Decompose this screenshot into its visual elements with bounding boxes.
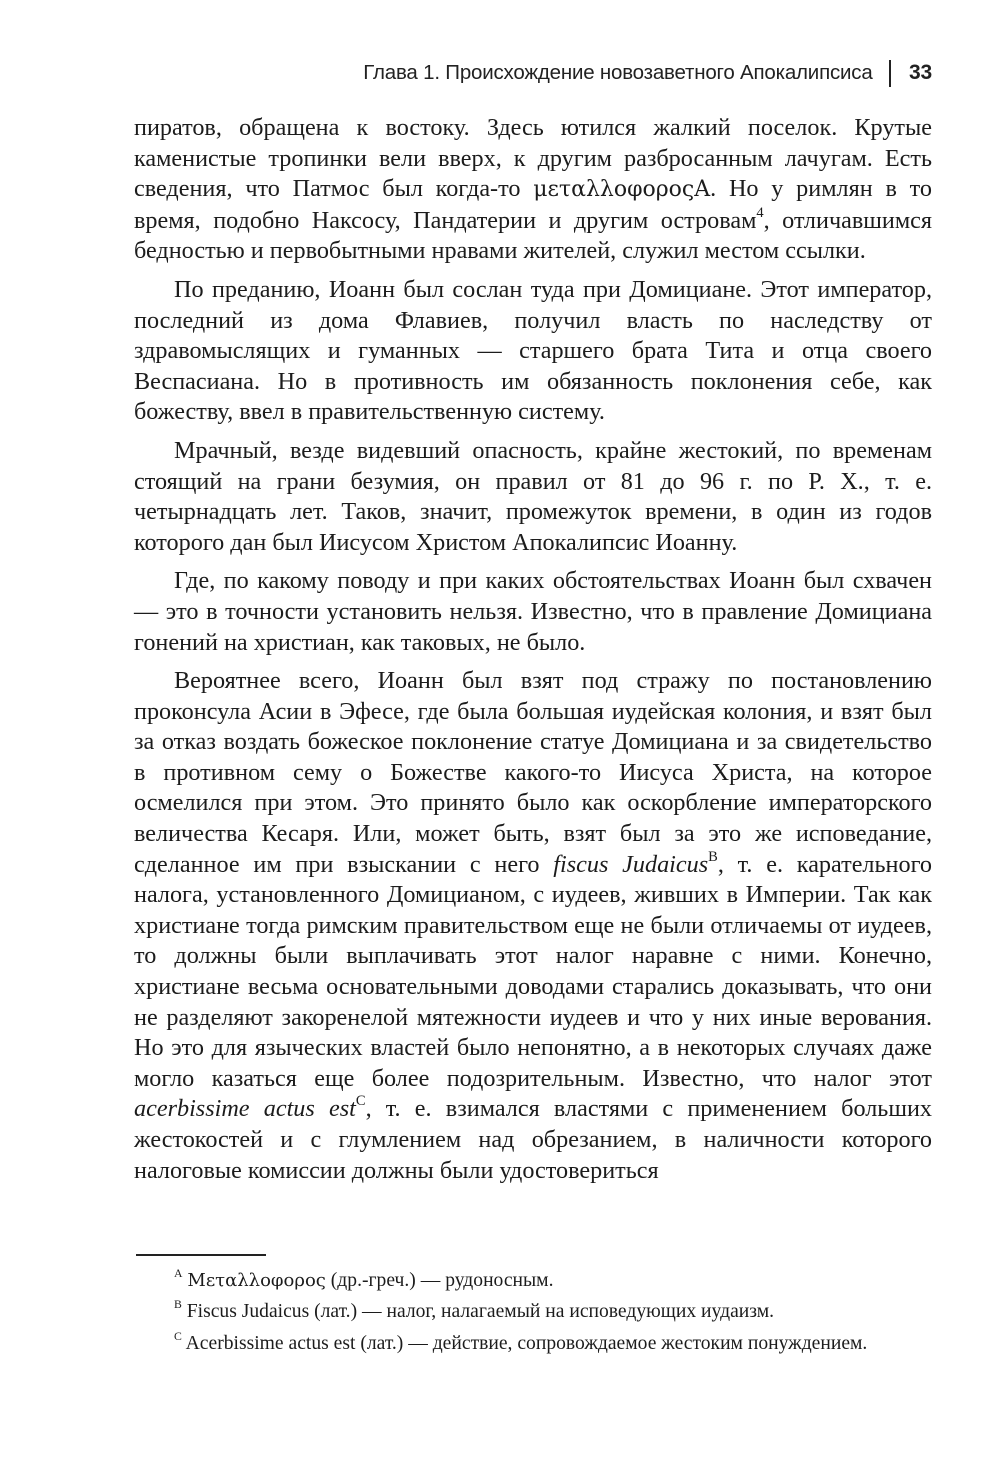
footnotes	[136, 1268, 932, 1362]
footnote-a: $^A$ Μεταλλοφορος (др.-греч.) — рудоносным.	[174, 1267, 554, 1291]
footnote-rule	[136, 1254, 266, 1256]
footnote-c: $^C$ Acerbissime actus est (лат.) — действие, сопровождаемое жестоким понуждением.	[174, 1330, 868, 1354]
paragraph-1: пиратов, обращена к востоку. Здесь ютился жалкий поселок. Крутые каменистые тропинки вели вверх, к другим разбросанным лачугам. Есть сведения, что Патмос был когда-то μεταλλοφοροςA. Но у римлян в то время, подобно Наксосу, Пандатерии и другим островам$^4$, отличавшимся бедностью и первобытными нравами жителей, служил местом ссылки.	[134, 114, 932, 265]
footnote-ref-4: 4	[756, 204, 764, 221]
latin-term-acerbissime: acerbissime actus est	[134, 1095, 356, 1123]
footnote-ref-c: C	[355, 1093, 366, 1110]
page-number: 33	[909, 61, 932, 84]
paragraph-3: Мрачный, везде видевший опасность, крайне жестокий, по временам стоящий на грани безумия, он правил от 81 до 96 г. по Р. Х., т. е. четырнадцать лет. Таков, значит, промежуток времени, в один из годов которого дан был Иисусом Христом Апокалипсис Иоанну.	[134, 436, 932, 556]
latin-term-fiscus: fiscus Judaicus	[553, 850, 709, 878]
footnote-b: $^B$ Fiscus Judaicus (лат.) — налог, налагаемый на исповедующих иудаизм.	[174, 1298, 775, 1323]
greek-term: μεταλλοφοροςA	[533, 177, 711, 203]
paragraph-4: Где, по какому поводу и при каких обстоятельствах Иоанн был схвачен — это в точности установить нельзя. Известно, что в правление Домициана гонений на христиан, как таковых, не было.	[134, 567, 932, 656]
paragraph-2: По преданию, Иоанн был сослан туда при Домициане. Этот император, последний из дома Флавиев, получил власть по наследству от здравомыслящих и гуманных — старшего брата Тита и отца своего Веспасиана. Но в противность им обязанность поклонения себе, как божеству, ввел в правительственную систему.	[134, 275, 932, 426]
running-header	[363, 56, 932, 90]
paragraph-5: Вероятнее всего, Иоанн был взят под стражу по постановлению проконсула Асии в Эфесе, где была большая иудейская колония, и взят был за отказ воздать божеское поклонение статуе Домициана и за свидетельство в противном сему о Божестве какого-то Иисуса Христа, на которое осмелился при этом. Это принято было как оскорбление императорского величества Кесаря. Или, может быть, взят был за это же исповедание, сделанное им при взыскании с него fiscus Judaicus$^B$, т. е. карательного налога, установленного Домицианом, с иудеев, живших в Империи. Так как христиане тогда римским правительством еще не были отличаемы от иудеев, то должны были выплачивать этот налог наравне с ними. Конечно, христиане весьма основательными доводами старались доказывать, что они не разделяют закоренелой мятежности иудеев и что у них иные верования. Но это для языческих властей было непонятно, а в некоторых случаях даже могло казаться еще более подозрительным. Известно, что налог этот acerbissime actus est$^C$, т. е. взимался властями с применением больших жестокостей и с глумлением над обрезанием, в наличности которого налоговые комиссии должны были удостовериться	[134, 667, 932, 1184]
chapter-title: Глава 1. Происхождение новозаветного Апокалипсиса	[363, 61, 873, 84]
footnote-ref-b: B	[708, 848, 718, 865]
header-separator	[889, 60, 892, 87]
main-text	[134, 113, 932, 1194]
